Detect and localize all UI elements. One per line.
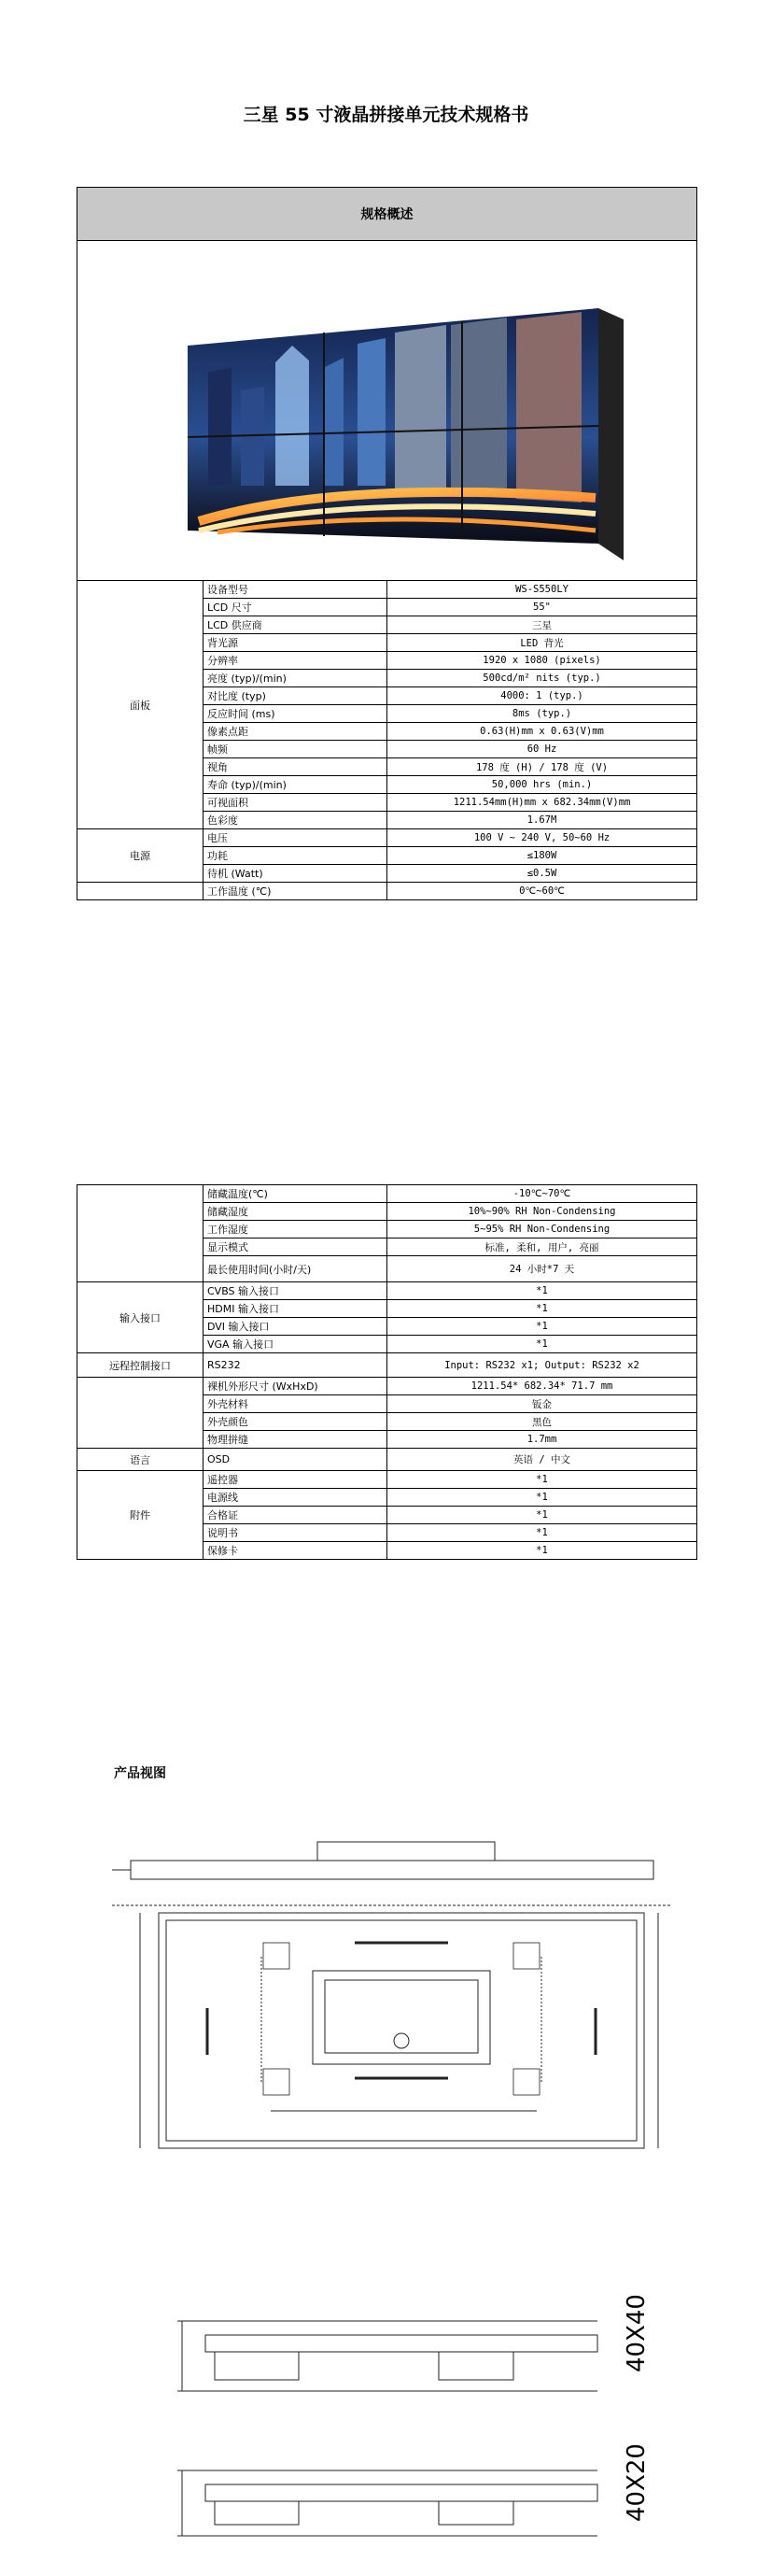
category-cell: 语言 (77, 1449, 204, 1471)
top-profile (131, 1861, 653, 1879)
category-cell: 附件 (77, 1471, 204, 1560)
spec-table-2 (77, 1184, 697, 1560)
category-cell: 电源 (77, 829, 204, 883)
technical-drawing (0, 1812, 772, 2576)
spec-value: 178 度 (H) / 178 度 (V) (387, 758, 697, 776)
spec-value: Input: RS232 x1; Output: RS232 x2 (387, 1353, 697, 1378)
spec-label: 色彩度 (204, 812, 387, 829)
spec-row (77, 1282, 697, 1300)
spec-value: 500cd/m² nits (typ.) (387, 670, 697, 687)
spec-label: 背光源 (204, 634, 387, 652)
spec-value: 55" (387, 599, 697, 616)
spec-label: VGA 输入接口 (204, 1336, 387, 1353)
spec-label: 视角 (204, 758, 387, 776)
spec-value: 三星 (387, 616, 697, 634)
category-cell: 输入接口 (77, 1282, 204, 1353)
spec-label: DVI 输入接口 (204, 1318, 387, 1336)
category-cell: 面板 (77, 581, 204, 829)
spec-value: *1 (387, 1524, 697, 1542)
spec-label: 分辨率 (204, 652, 387, 670)
spec-value: *1 (387, 1507, 697, 1524)
spec-value: LED 背光 (387, 634, 697, 652)
spec-label: 工作湿度 (204, 1221, 387, 1238)
spec-label: 说明书 (204, 1524, 387, 1542)
spec-label: 储藏湿度 (204, 1203, 387, 1221)
section-b (205, 2484, 597, 2501)
front-view-frame (159, 1913, 644, 2148)
spec-label: 待机 (Watt) (204, 865, 387, 883)
spec-label: 可视面积 (204, 794, 387, 812)
spec-value: *1 (387, 1318, 697, 1336)
spec-row (77, 1378, 697, 1395)
spec-value: 1.67M (387, 812, 697, 829)
spec-row (77, 1449, 697, 1471)
spec-value: *1 (387, 1300, 697, 1318)
spec-label: 帧频 (204, 741, 387, 758)
video-wall-photo (77, 241, 690, 577)
spec-value: *1 (387, 1471, 697, 1489)
spec-value: 黑色 (387, 1413, 697, 1431)
spec-row (77, 1471, 697, 1489)
spec-value: ≤0.5W (387, 865, 697, 883)
spec-label: 电源线 (204, 1489, 387, 1507)
spec-value: 0℃~60℃ (387, 883, 697, 900)
spec-label: HDMI 输入接口 (204, 1300, 387, 1318)
spec-value: WS-S550LY (387, 581, 697, 599)
spec-label: 遥控器 (204, 1471, 387, 1489)
spec-value: -10℃~70℃ (387, 1185, 697, 1203)
category-cell (77, 1378, 204, 1449)
spec-value: 1.7mm (387, 1431, 697, 1449)
spec-label: RS232 (204, 1353, 387, 1378)
profile-label-a: 40X40 (623, 2294, 651, 2372)
spec-label: 像素点距 (204, 723, 387, 741)
category-cell: 远程控制接口 (77, 1353, 204, 1378)
spec-label: 外壳材料 (204, 1395, 387, 1413)
spec-label: OSD (204, 1449, 387, 1471)
spec-value: 英语 / 中文 (387, 1449, 697, 1471)
spec-value: 0.63(H)mm x 0.63(V)mm (387, 723, 697, 741)
spec-label: 工作温度 (℃) (204, 883, 387, 900)
spec-label: 电压 (204, 829, 387, 847)
section-a (205, 2335, 597, 2352)
spec-value: 5~95% RH Non-Condensing (387, 1221, 697, 1238)
spec-label: 裸机外形尺寸 (WxHxD) (204, 1378, 387, 1395)
spec-row (77, 581, 697, 599)
spec-value: 50,000 hrs (min.) (387, 776, 697, 794)
spec-label: CVBS 输入接口 (204, 1282, 387, 1300)
spec-value: 60 Hz (387, 741, 697, 758)
top-bracket (317, 1842, 495, 1861)
spec-label: LCD 供应商 (204, 616, 387, 634)
rear-panel (313, 1971, 490, 2064)
document-title: 三星 55 寸液晶拼接单元技术规格书 (243, 105, 529, 125)
spec-label: 亮度 (typ)/(min) (204, 670, 387, 687)
spec-value: 钣金 (387, 1395, 697, 1413)
spec-label: 显示模式 (204, 1238, 387, 1256)
profile-label-b: 40X20 (623, 2443, 651, 2522)
spec-row (77, 1185, 697, 1203)
product-photo-cell (77, 241, 697, 581)
spec-label: 寿命 (typ)/(min) (204, 776, 387, 794)
spec-label: 物理拼缝 (204, 1431, 387, 1449)
spec-row (77, 829, 697, 847)
spec-label: 合格证 (204, 1507, 387, 1524)
spec-value: 1920 x 1080 (pixels) (387, 652, 697, 670)
spec-row (77, 883, 697, 900)
spec-value: 8ms (typ.) (387, 705, 697, 723)
spec-label: 设备型号 (204, 581, 387, 599)
spec-value: 1211.54* 682.34* 71.7 mm (387, 1378, 697, 1395)
spec-label: 外壳颜色 (204, 1413, 387, 1431)
overview-header: 规格概述 (77, 188, 697, 241)
spec-label: LCD 尺寸 (204, 599, 387, 616)
spec-label: 储藏温度(℃) (204, 1185, 387, 1203)
spec-table-1 (77, 187, 697, 900)
spec-value: 24 小时*7 天 (387, 1256, 697, 1282)
product-view-title: 产品视图 (114, 1766, 166, 1781)
category-cell (77, 1185, 204, 1282)
spec-value: *1 (387, 1542, 697, 1560)
spec-value: *1 (387, 1282, 697, 1300)
spec-value: *1 (387, 1489, 697, 1507)
spec-value: 标准, 柔和, 用户, 亮丽 (387, 1238, 697, 1256)
category-cell (77, 883, 204, 900)
spec-value: 100 V ~ 240 V, 50~60 Hz (387, 829, 697, 847)
spec-value: 4000: 1 (typ.) (387, 687, 697, 705)
spec-label: 功耗 (204, 847, 387, 865)
spec-value: 10%~90% RH Non-Condensing (387, 1203, 697, 1221)
spec-label: 对比度 (typ) (204, 687, 387, 705)
spec-value: ≤180W (387, 847, 697, 865)
spec-label: 反应时间 (ms) (204, 705, 387, 723)
spec-label: 最长使用时间(小时/天) (204, 1256, 387, 1282)
spec-value: 1211.54mm(H)mm x 682.34mm(V)mm (387, 794, 697, 812)
spec-label: 保修卡 (204, 1542, 387, 1560)
spec-value: *1 (387, 1336, 697, 1353)
spec-row (77, 1353, 697, 1378)
